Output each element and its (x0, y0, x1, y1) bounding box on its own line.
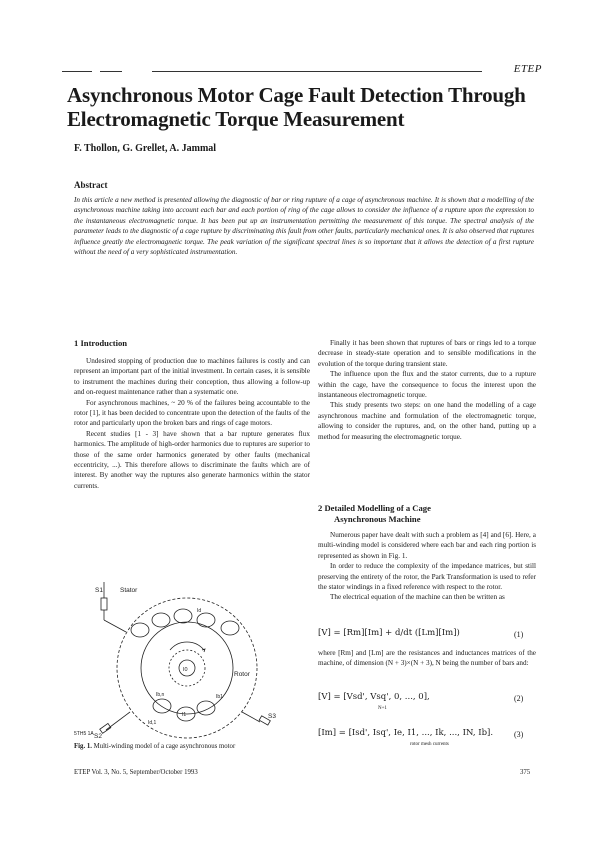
label-ibn: Ib,n (156, 692, 165, 698)
caption-text: Multi-winding model of a cage asynchronous motor (93, 743, 236, 750)
label-s3: S3 (268, 713, 276, 720)
paragraph: In order to reduce the complexity of the impedance matrices, but still preserving the entirety of the rotor, the Park Transformation is used to refer the stator windings in a fixed reference with respect to the rotor. (318, 562, 536, 592)
label-id1: Id,1 (148, 720, 157, 726)
paragraph: For asynchronous machines, ~ 20 % of the failures being accountable to the rotor [1], it has been decided to concentrate upon the detection of the faults of the rotor and particularly upon the broken bars and rings of cage motors. (74, 398, 310, 428)
abstract-text: In this article a new method is presented allowing the diagnostic of bar or ring rupture of a cage of asynchronous machine. It is shown that a modelling of the asynchronous machine taking into account each bar and each portion of ring of the cage allows to consider the influence of a rupture upon the expression to the instantaneous electromagnetic torque. It has been put up an instrumentation permitting the measurement of this torque. The spectral analysis of the parameter leads to the diagnostic of a cage rupture by discriminating this fault from other faults, particularly mechanical ones. It is also observed that ruptures influence greatly the electromagnetic torque. The peak variation of the significant spectral lines is so important that it allows the detection of a first rupture without the need of a very sophisticated instrumentation. (74, 196, 534, 257)
header-rule (152, 71, 482, 72)
equation-3-number: (3) (514, 730, 524, 739)
caption-label: Fig. 1. (74, 743, 92, 750)
paper-authors: F. Thollon, G. Grellet, A. Jammal (74, 143, 217, 154)
label-i1: I1 (182, 712, 187, 718)
abstract-heading: Abstract (74, 180, 108, 190)
page-number: 375 (520, 769, 531, 776)
equation-3-brace-label: rotor mesh currents (410, 742, 449, 747)
where-text: where [Rm] and [Lm] are the resistances and inductances matrices of the machine, of dimension (N + 3)×(N + 3), N being the number of bars and: (318, 649, 536, 668)
equation-2: [V] = [Vsd', Vsq', 0, ..., 0], (318, 692, 430, 702)
label-ib1: Ib1 (216, 694, 223, 700)
heading-line: Asynchronous Machine (334, 514, 421, 524)
footer-citation: ETEP Vol. 3, No. 5, September/October 1993 (74, 769, 198, 776)
paragraph: Finally it has been shown that ruptures of bars or rings led to a torque decrease in steady-state operation and to sensible modifications in the evolution of the torque during transient state. (318, 339, 536, 368)
paragraph: Recent studies [1 - 3] have shown that a bar rupture generates flux harmonics. The amplitude of high-order harmonics due to ruptures are superior to those of the same order harmonics generated by other faults (mechanical eccentricity, ...). This therefore allows to discriminate the faults which are of interest. By another way the ruptures also generate harmonics within the stator currents. (74, 429, 310, 490)
paper-title: Asynchronous Motor Cage Fault Detection Through Electromagnetic Torque Measurement (67, 83, 526, 131)
modelling-body (318, 530, 536, 603)
heading-line: 2 Detailed Modelling of a Cage (318, 503, 431, 513)
journal-name: ETEP (513, 63, 542, 75)
figure-code: 5TH5 1A (74, 731, 94, 737)
equation-3: [Im] = [Isd', Isq', Ie, I1, ..., Ik, ..., IN, Ib]. (318, 728, 494, 738)
paragraph: Numerous paper have dealt with such a problem as [4] and [6]. Here, a multi-winding model is considered where each bar and each ring portion is represented as shown in Fig. 1. (318, 531, 536, 560)
label-rotor: Rotor (234, 671, 250, 678)
paragraph: The electrical equation of the machine can then be written as (330, 593, 505, 602)
section-heading-introduction: 1 Introduction (74, 338, 128, 348)
section-heading-modelling (318, 503, 431, 525)
paragraph: The influence upon the flux and the stator currents, due to a rupture within the cage, have the consequence to focus the interest upon the instantaneous electromagnetic torque. (318, 370, 536, 400)
label-id: Id (197, 608, 202, 614)
equation-2-number: (2) (514, 694, 524, 703)
figure-1-diagram (82, 572, 310, 740)
label-i0: I0 (183, 667, 188, 673)
figure-1-caption (74, 742, 314, 751)
label-stator: Stator (120, 587, 138, 594)
header-rule-segment (100, 71, 122, 72)
label-s2: S2 (94, 733, 102, 740)
paragraph: Undesired stopping of production due to machines failures is costly and can represent an important part of the initial investment. In certain cases, it is sensible to instrument the machines during their conception, thus allowing a follow-up and on-request maintenance rather than a systematic one. (74, 357, 310, 397)
header-rule-segment (62, 71, 92, 72)
equation-1-number: (1) (514, 630, 524, 639)
label-s1: S1 (95, 587, 103, 594)
right-intro-body (318, 338, 536, 442)
equation-2-brace-label: N+1 (378, 706, 387, 711)
equation-1: [V] = [Rm][Im] + d/dt ([Lm][Im]) (318, 628, 460, 638)
paragraph: This study presents two steps: on one hand the modelling of a cage asynchronous machine and formulation of the electromagnetic torque, allowing to consider the ruptures, and, on the other hand, putting up a method for measuring the electromagnetic torque. (318, 401, 536, 441)
introduction-body (74, 356, 310, 491)
